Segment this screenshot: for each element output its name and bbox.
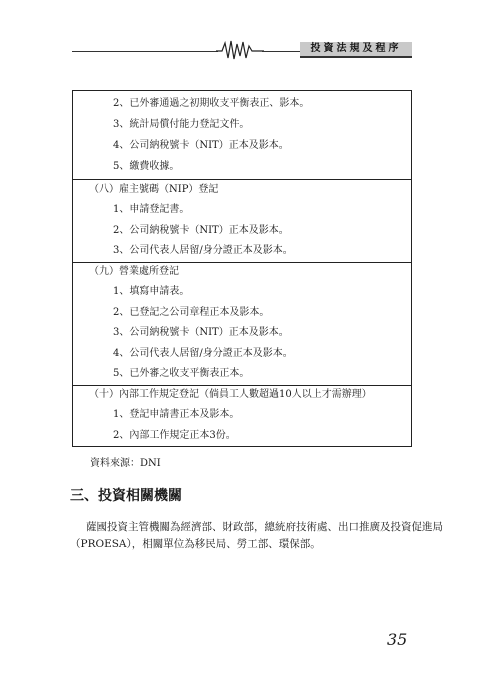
table-row: 4、公司代表人居留/身分證正本及影本。 [113,348,293,359]
table-row: 2、已登記之公司章程正本及影本。 [113,307,270,318]
table-row: 5、繳費收據。 [113,161,180,172]
table-row: 3、公司代表人居留/身分證正本及影本。 [113,245,293,256]
table-row: 1、填寫申請表。 [113,286,190,297]
requirements-table [72,90,412,447]
table-row: 3、統計局償付能力登記文件。 [113,119,250,130]
header-rule-left [72,51,218,52]
table-divider [73,385,411,386]
table-row: 2、內部工作規定正本3份。 [113,430,236,441]
table-divider [73,262,411,263]
table-row: 5、已外審之收支平衡表正本。 [113,368,250,379]
section-heading: 三、投資相關機關 [70,488,182,504]
heartbeat-icon [216,38,264,62]
table-row: 1、申請登記書。 [113,204,190,215]
page-number: 35 [387,630,408,649]
table-row: 2、已外審通過之初期收支平衡表正、影本。 [113,98,310,109]
running-header-title: 投資法規及程序 [300,42,412,58]
table-row: 2、公司納稅號卡（NIT）正本及影本。 [113,225,289,236]
table-row: 4、公司納稅號卡（NIT）正本及影本。 [113,140,289,151]
table-row: 3、公司納稅號卡（NIT）正本及影本。 [113,327,289,338]
table-section-heading: （十）內部工作規定登記（倘員工人數超過10人以上才需辦理） [89,389,372,400]
table-section-heading: （八）雇主號碼（NIP）登記 [89,184,219,195]
body-paragraph-line: 薩國投資主管機關為經濟部、財政部，總統府技術處、出口推廣及投資促進局 [86,521,443,533]
table-row: 1、登記申請書正本及影本。 [113,409,240,420]
body-paragraph-line: （PROESA），相關單位為移民局、勞工部、環保部。 [70,538,321,550]
table-divider [73,179,411,180]
data-source-note: 資料來源：DNI [90,458,161,469]
table-section-heading: （九）營業處所登記 [89,266,179,277]
